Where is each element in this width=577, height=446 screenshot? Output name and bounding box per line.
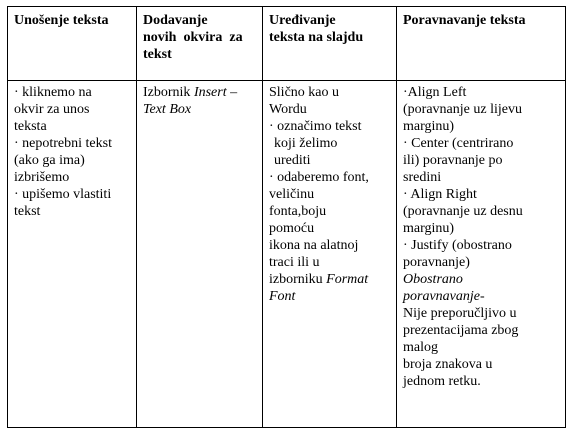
text-line: (ako ga ima) (14, 153, 85, 168)
header-cell-dodavanje (137, 7, 263, 81)
body-cell-unosenje (8, 81, 137, 428)
header-cell-unosenje (8, 7, 137, 81)
text-line: Nije preporučljivo u (403, 306, 517, 321)
text-line: Wordu (269, 102, 307, 117)
text-line: (poravnanje uz lijevu (403, 102, 522, 117)
text-line (143, 84, 257, 101)
text-line: · nepotrebni tekst (14, 136, 112, 151)
text-line: traci ili u (269, 255, 320, 270)
text-line: marginu) (403, 221, 455, 236)
text-segment: Izbornik (143, 85, 194, 100)
text-line: · upišemo vlastiti (14, 187, 112, 202)
italic-line: Text Box (143, 102, 192, 117)
text-line: okvir za unos (14, 102, 90, 117)
header-line: Uređivanje (269, 13, 336, 28)
text-line: · Align Right (403, 187, 477, 202)
text-line: urediti (274, 153, 311, 168)
text-line: · označimo tekst (269, 119, 362, 134)
text-line: ikona na alatnoj (269, 238, 359, 253)
header-line: Unošenje teksta (14, 13, 109, 28)
header-line: tekst (143, 47, 172, 62)
text-line (269, 271, 391, 288)
text-line: broja znakova u (403, 357, 493, 372)
header-cell-poravnavanje (397, 7, 566, 81)
text-line: fonta,boju (269, 204, 327, 219)
header-line: Poravnavanje teksta (403, 13, 526, 28)
text-line: jednom retku. (403, 374, 481, 389)
body-cell-uredivanje (263, 81, 397, 428)
text-line: Slično kao u (269, 85, 339, 100)
document-table (7, 6, 566, 428)
text-line: ·Align Left (403, 85, 467, 100)
text-line: sredini (403, 170, 442, 185)
text-line: · Justify (obostrano (403, 238, 512, 253)
text-line: izbrišemo (14, 170, 70, 185)
header-line: novih okvira za (143, 30, 243, 45)
text-line: ili) poravnanje po (403, 153, 503, 168)
body-cell-poravnavanje (397, 81, 566, 428)
text-line: · odaberemo font, (269, 170, 369, 185)
text-line: (poravnanje uz desnu (403, 204, 523, 219)
italic-line: poravnavanje- (403, 289, 485, 304)
text-segment: izborniku (269, 272, 327, 287)
header-cell-uredivanje (263, 7, 397, 81)
table-body-row (8, 81, 566, 428)
text-line: · kliknemo na (14, 85, 92, 100)
text-line: malog (403, 340, 438, 355)
text-line: veličinu (269, 187, 315, 202)
text-line: tekst (14, 204, 41, 219)
text-line: marginu) (403, 119, 455, 134)
text-line: poravnanje) (403, 255, 470, 270)
text-line: · Center (centrirano (403, 136, 514, 151)
text-line: teksta (14, 119, 47, 134)
italic-line: Font (269, 289, 296, 304)
table-header-row (8, 7, 566, 81)
italic-segment: Insert – (193, 85, 238, 100)
text-line: prezentacijama zbog (403, 323, 519, 338)
body-cell-dodavanje (137, 81, 263, 428)
header-line: teksta na slajdu (269, 30, 364, 45)
header-line: Dodavanje (143, 13, 208, 28)
italic-line: Obostrano (403, 272, 463, 287)
italic-segment: Format (326, 272, 369, 287)
text-line: pomoću (269, 221, 315, 236)
text-line: koji želimo (274, 136, 338, 151)
